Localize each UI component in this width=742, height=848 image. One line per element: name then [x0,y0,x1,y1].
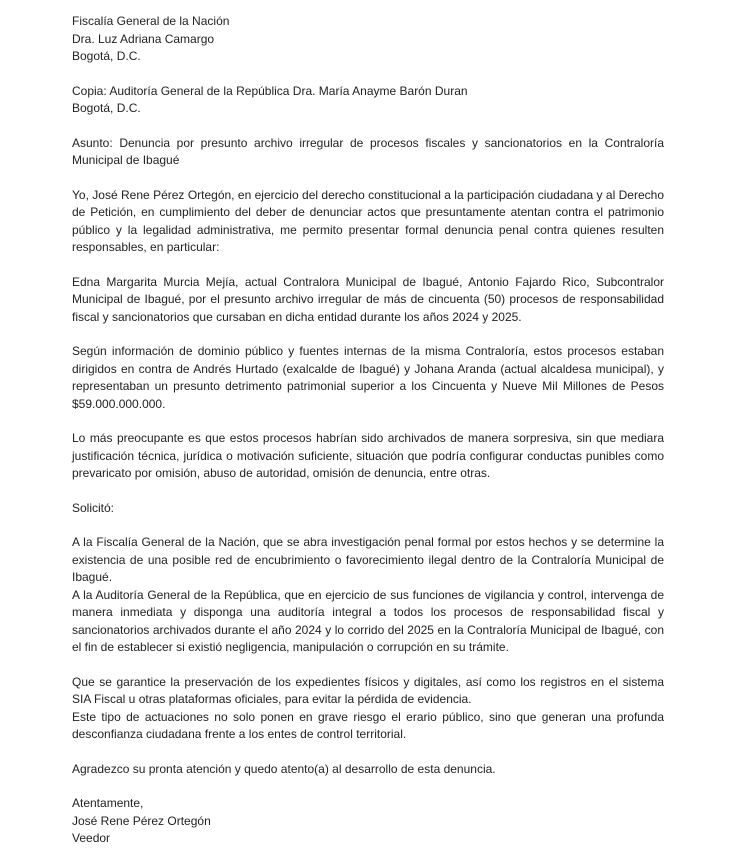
recipient-city: Bogotá, D.C. [72,49,141,63]
signature-block [72,795,664,848]
preservation-block [72,674,664,744]
request-heading: Solicitó: [72,500,115,515]
request-item-auditoria: A la Auditoría General de la República, que en ejercicio de sus funciones de vigilancia y control, intervenga de manera inmediata y disponga una auditoría integral a todos los procesos de responsabilidad fiscal y sancionatorios archivados durante el año 2024 y lo corrido del 2025 en la Contraloría Municipal de Ibagué, con el fin de establecer si existió negligencia, manipulación o corrupción en su trámite. [72,587,664,654]
letter-page [72,13,664,848]
request-item-preservation: Que se garantice la preservación de los expedientes físicos y digitales, así como los registros en el sistema SIA Fiscal u otras plataformas oficiales, para evitar la pérdida de evidencia. [72,674,664,706]
request-item-fiscalia: A la Fiscalía General de la Nación, que se abra investigación penal formal por estos hechos y se determine la existencia de una posible red de encubrimiento o favorecimiento ilegal dentro de la Contraloría Municipal de Ibagué. [72,535,664,584]
accused-paragraph: Edna Margarita Murcia Mejía, actual Contralora Municipal de Ibagué, Antonio Fajardo Rico, Subcontralor Municipal de Ibagué, por el presunto archivo irregular de más de cincuenta (50) procesos de responsabilidad fiscal y sancionatorios que cursaban en dicha entidad durante los años 2024 y 2025. [72,274,664,324]
info-paragraph: Según información de dominio público y fuentes internas de la misma Contraloría, estos procesos estaban dirigidos en contra de Andrés Hurtado (exalcalde de Ibagué) y Johana Aranda (actual alcaldesa municipal), y representaban un presunto detrimento patrimonial superior a los Cincuenta y Nueve Mil Millones de Pesos $59.000.000.000. [72,344,664,411]
copy-city: Bogotá, D.C. [72,101,141,115]
recipient-institution: Fiscalía General de la Nación [72,14,230,28]
concern-paragraph: Lo más preocupante es que estos procesos habrían sido archivados de manera sorpresiva, sin que mediara justificación técnica, jurídica o motivación suficiente, situación que podría configurar conductas punibles como prevaricato por omisión, abuso de autoridad, omisión de denuncia, entre otras. [72,431,664,480]
copy-recipient: Copia: Auditoría General de la República Dra. María Anayme Barón Duran [72,83,468,98]
requests-block [72,534,664,657]
recipient-name: Dra. Luz Adriana Camargo [72,31,215,46]
recipient-block [72,13,664,66]
intro-paragraph: Yo, José Rene Pérez Ortegón, en ejercicio del derecho constitucional a la participación ciudadana y al Derecho de Petición, en cumplimiento del deber de denunciar actos que presuntamente atentan contra el patrimonio público y la legalidad administrativa, me permito presentar formal denuncia penal contra quienes resulten responsables, en particular: [72,187,664,254]
thanks-line: Agradezco su pronta atención y quedo atento(a) al desarrollo de esta denuncia. [72,761,496,776]
signer-name: José Rene Pérez Ortegón [72,813,211,828]
subject-line: Asunto: Denuncia por presunto archivo irregular de procesos fiscales y sancionatorios en la Contraloría Municipal de Ibagué [72,135,664,167]
signer-role: Veedor [72,831,111,845]
copy-block [72,83,664,118]
risk-paragraph: Este tipo de actuaciones no solo ponen en grave riesgo el erario público, sino que generan una profunda desconfianza ciudadana frente a los entes de control territorial. [72,709,664,741]
closing-text: Atentamente, [72,796,144,810]
